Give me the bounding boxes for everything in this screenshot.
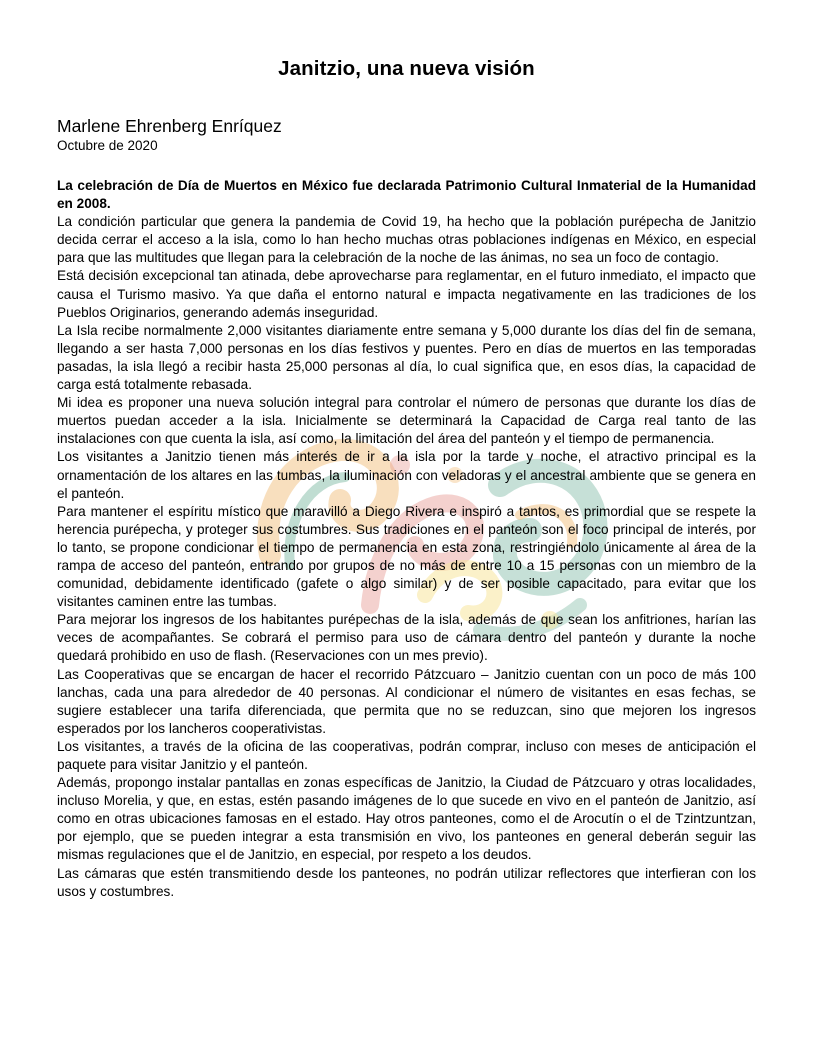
paragraph: Los visitantes a Janitzio tienen más interés de ir a la isla por la tarde y noche, el atractivo principal es la ornamentación de los altares en las tumbas, la iluminación con veladoras y el ancestral ambiente que se genera en el panteón.	[57, 449, 756, 501]
paragraph: Está decisión excepcional tan atinada, debe aprovecharse para reglamentar, en el futuro inmediato, el impacto que causa el Turismo masivo. Ya que daña el entorno natural e impacta negativamente en las tradiciones de los Pueblos Originarios, generando además inseguridad.	[57, 268, 756, 320]
paragraph: Los visitantes, a través de la oficina de las cooperativas, podrán comprar, incluso con meses de anticipación el paquete para visitar Janitzio y el panteón.	[57, 738, 756, 772]
paragraph: Además, propongo instalar pantallas en zonas específicas de Janitzio, la Ciudad de Pátzcuaro y otras localidades, incluso Morelia, y que, en estas, estén pasando imágenes de lo que sucede en vivo en el panteón de Janitzio, así como en otras ubicaciones famosas en el estado. Hay otros panteones, como el de Arocutín o el de Tzintzuntzan, por ejemplo, que se pueden integrar a esta transmisión en vivo, los panteones en general deberán seguir las mismas regulaciones que el de Janitzio, en especial, por respeto a los deudos.	[57, 775, 756, 863]
publication-date: Octubre de 2020	[57, 138, 158, 153]
author-name: Marlene Ehrenberg Enríquez	[57, 116, 282, 136]
document-body	[57, 177, 756, 901]
paragraph: La condición particular que genera la pandemia de Covid 19, ha hecho que la población purépecha de Janitzio decida cerrar el acceso a la isla, como lo han hecho muchas otras poblaciones indígenas en México, en especial para que las multitudes que llegan para la celebración de la noche de las ánimas, no sea un foco de contagio.	[57, 214, 756, 266]
paragraph: Las cámaras que estén transmitiendo desde los panteones, no podrán utilizar reflectores que interfieran con los usos y costumbres.	[57, 865, 756, 899]
paragraph: La Isla recibe normalmente 2,000 visitantes diariamente entre semana y 5,000 durante los días del fin de semana, llegando a ser hasta 7,000 personas en los días festivos y puentes. Pero en días de muertos en las temporadas pasadas, la isla llegó a recibir hasta 25,000 personas al día, lo cual significa que, en esos días, la capacidad de carga está totalmente rebasada.	[57, 322, 756, 393]
paragraph: Mi idea es proponer una nueva solución integral para controlar el número de personas que durante los días de muertos puedan acceder a la isla. Inicialmente se determinará la Capacidad de Carga real tanto de las instalaciones con que cuenta la isla, así como, la limitación del área del panteón y el tiempo de permanencia.	[57, 395, 756, 447]
document-title: Janitzio, una nueva visión	[278, 57, 535, 80]
paragraph: Las Cooperativas que se encargan de hacer el recorrido Pátzcuaro – Janitzio cuentan con un poco de más 100 lanchas, cada una para alrededor de 40 personas. Al condicionar el número de visitantes en esas fechas, se sugiere establecer una tarifa diferenciada, que permita que no se reduzcan, sino que mejoren los ingresos esperados por los lancheros cooperativistas.	[57, 666, 756, 736]
paragraph: Para mantener el espíritu místico que maravilló a Diego Rivera e inspiró a tantos, es primordial que se respete la herencia purépecha, y proteger sus costumbres. Sus tradiciones en el panteón son el foco principal de interés, por lo tanto, se propone condicionar el tiempo de permanencia en esta zona, restringiéndolo únicamente al área de la rampa de acceso del panteón, entrando por grupos de no más de entre 10 a 15 personas con un miembro de la comunidad, debidamente identificado (gafete o algo similar) y de ser posible capacitado, para evitar que los visitantes caminen entre las tumbas.	[57, 503, 756, 610]
paragraph: Para mejorar los ingresos de los habitantes purépechas de la isla, además de que sean los anfitriones, harían las veces de acompañantes. Se cobrará el permiso para uso de cámara dentro del panteón y durante la noche quedará prohibido en uso de flash. (Reservaciones con un mes previo).	[57, 612, 756, 664]
lead-paragraph: La celebración de Día de Muertos en México fue declarada Patrimonio Cultural Inmaterial de la Humanidad en 2008.	[57, 178, 756, 212]
